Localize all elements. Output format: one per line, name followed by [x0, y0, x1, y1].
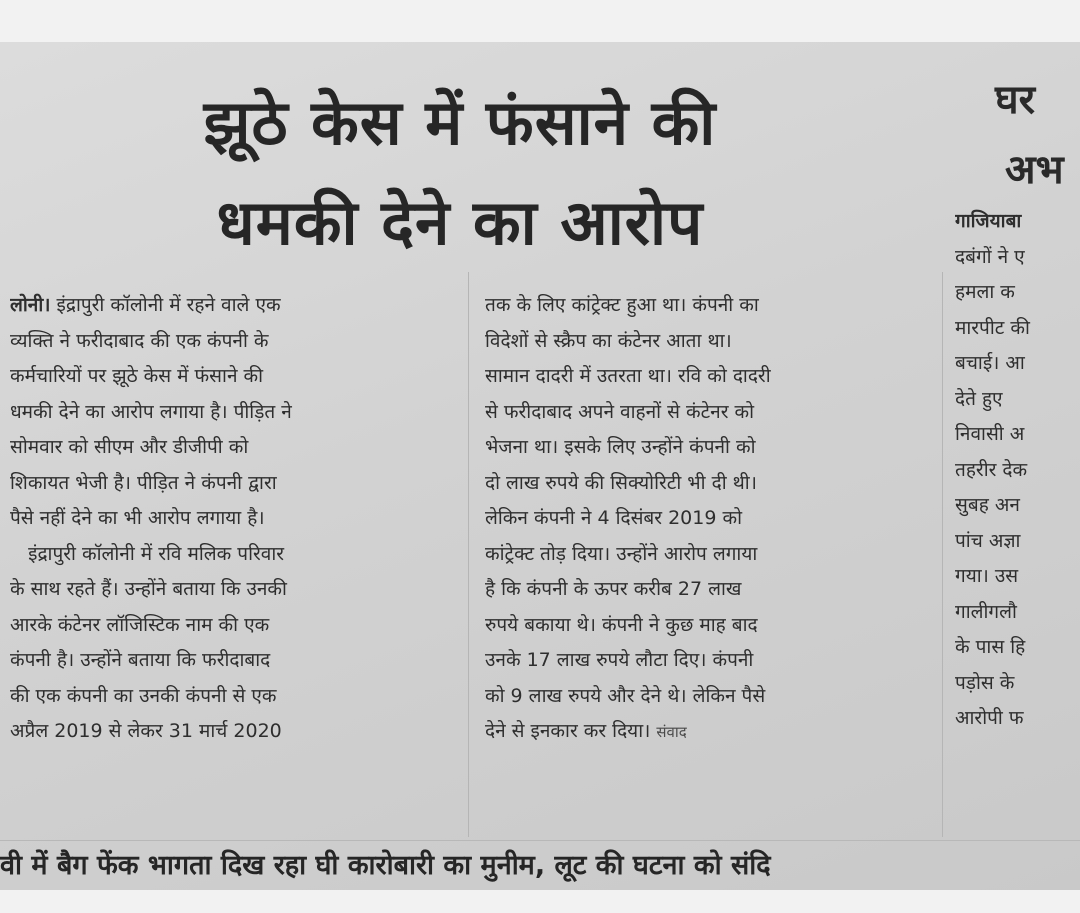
side-article-line: तहरीर देक	[955, 458, 1028, 481]
side-article-line: गालीगलौ	[955, 600, 1017, 623]
reporter-credit: संवाद	[656, 723, 687, 741]
side-article-column	[955, 204, 1080, 737]
article-line: पैसे नहीं देने का भी आरोप लगाया है।	[10, 507, 265, 529]
article-line: आरके कंटेनर लॉजिस्टिक नाम की एक	[10, 613, 270, 636]
article-line: शिकायत भेजी है। पीड़ित ने कंपनी द्वारा	[10, 471, 277, 494]
headline-line-2: धमकी देने का आरोप	[216, 186, 704, 259]
newspaper-clipping	[0, 42, 1080, 890]
article-line: कांट्रेक्ट तोड़ दिया। उन्होंने आरोप लगाया	[485, 542, 758, 565]
column-divider	[942, 272, 943, 837]
article-line: कर्मचारियों पर झूठे केस में फंसाने की	[10, 365, 264, 387]
article-line: से फरीदाबाद अपने वाहनों से कंटेनर को	[485, 400, 755, 423]
side-article-line: आरोपी फ	[955, 707, 1024, 729]
column-divider	[468, 272, 469, 837]
article-line: भेजना था। इसके लिए उन्होंने कंपनी को	[485, 436, 756, 458]
headline-line-1: झूठे केस में फंसाने की	[203, 86, 717, 159]
side-article-line: सुबह अन	[955, 494, 1020, 516]
article-line: सोमवार को सीएम और डीजीपी को	[10, 436, 249, 458]
article-column-1	[10, 288, 455, 750]
article-line: को 9 लाख रुपये और देने थे। लेकिन पैसे	[485, 684, 766, 707]
article-line: के साथ रहते हैं। उन्होंने बताया कि उनकी	[10, 578, 287, 600]
article-line: तक के लिए कांट्रेक्ट हुआ था। कंपनी का	[485, 294, 759, 316]
article-line: की एक कंपनी का उनकी कंपनी से एक	[10, 684, 277, 707]
article-line: लेकिन कंपनी ने 4 दिसंबर 2019 को	[485, 507, 743, 529]
side-article-line: गाजियाबा	[955, 210, 1022, 232]
side-article-line: निवासी अ	[955, 423, 1025, 445]
bottom-headline: वी में बैग फेंक भागता दिख रहा घी कारोबारी का मुनीम, लूट की घटना को संदि	[0, 840, 1080, 890]
article-line: इंद्रापुरी कॉलोनी में रवि मलिक परिवार	[10, 542, 285, 565]
side-article-line: पांच अज्ञा	[955, 529, 1021, 552]
side-article-line: देते हुए	[955, 387, 1003, 410]
article-line: दो लाख रुपये की सिक्योरिटी भी दी थी।	[485, 471, 757, 494]
article-line: है कि कंपनी के ऊपर करीब 27 लाख	[485, 578, 742, 600]
side-article-line: बचाई। आ	[955, 352, 1025, 374]
dateline: लोनी।	[10, 294, 51, 316]
article-line: धमकी देने का आरोप लगाया है। पीड़ित ने	[10, 400, 292, 423]
article-line: लोनी। इंद्रापुरी कॉलोनी में रहने वाले एक	[10, 294, 281, 316]
side-headline-line-2: अभ	[1005, 147, 1064, 193]
article-line: व्यक्ति ने फरीदाबाद की एक कंपनी के	[10, 329, 269, 352]
article-line: रुपये बकाया थे। कंपनी ने कुछ माह बाद	[485, 613, 758, 636]
article-line: सामान दादरी में उतरता था। रवि को दादरी	[485, 365, 771, 387]
side-article-line: के पास हि	[955, 636, 1026, 658]
side-headline-line-1: घर	[995, 77, 1035, 123]
article-line: विदेशों से स्क्रैप का कंटेनर आता था।	[485, 329, 732, 352]
side-article-line: मारपीट की	[955, 316, 1030, 339]
article-line: अप्रैल 2019 से लेकर 31 मार्च 2020	[10, 720, 282, 742]
side-article-line: गया। उस	[955, 565, 1019, 587]
side-article-line: दबंगों ने ए	[955, 245, 1025, 268]
article-line: कंपनी है। उन्होंने बताया कि फरीदाबाद	[10, 649, 271, 671]
side-article-line: पड़ोस के	[955, 671, 1015, 694]
article-line: उनके 17 लाख रुपये लौटा दिए। कंपनी	[485, 649, 754, 671]
side-article-line: हमला क	[955, 281, 1015, 303]
article-column-2	[485, 288, 930, 750]
article-line: देने से इनकार कर दिया। संवाद	[485, 720, 687, 742]
